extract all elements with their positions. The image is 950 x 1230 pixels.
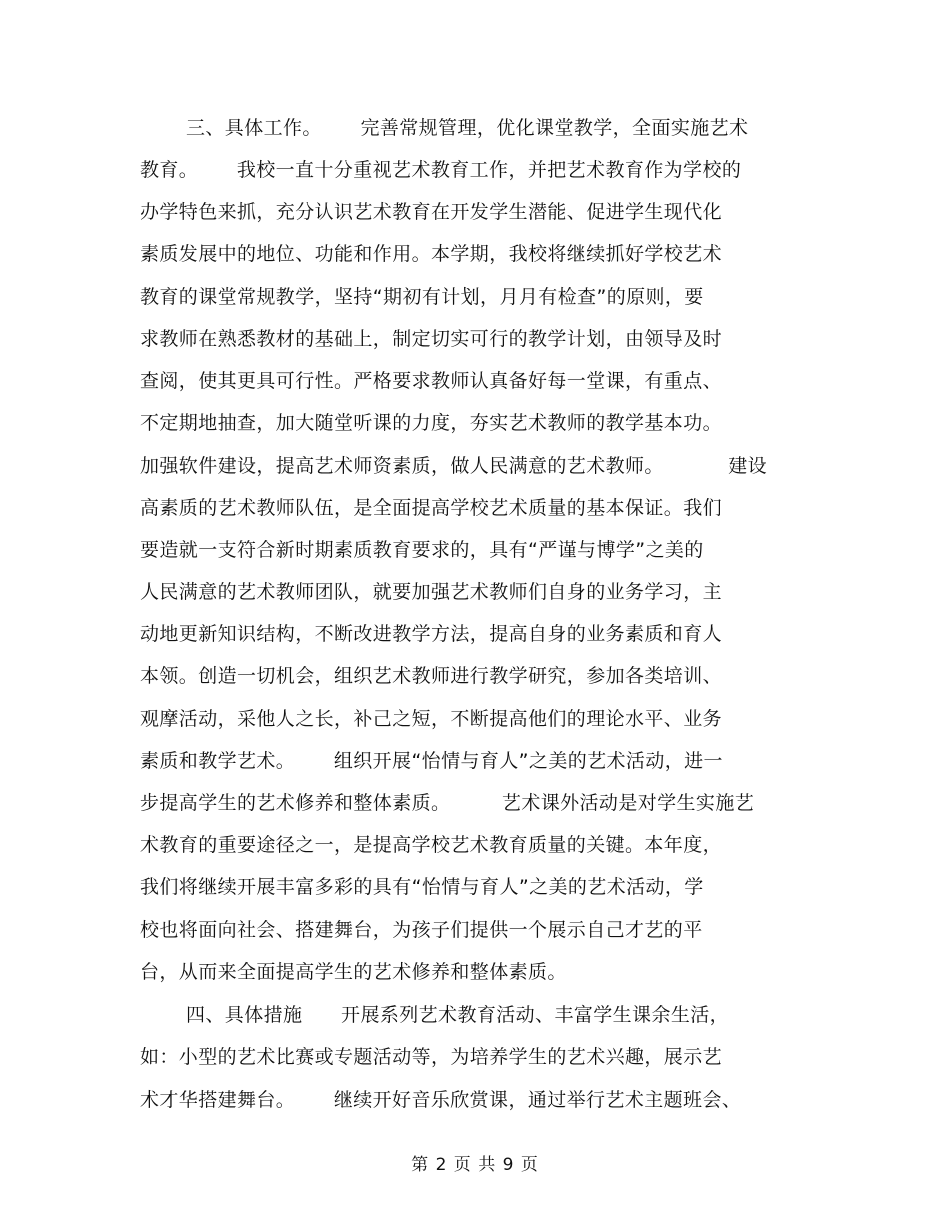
paragraph-line: 术教育的重要途径之一，是提高学校艺术教育质量的关键。本年度，: [140, 834, 723, 856]
paragraph-line: 人民满意的艺术教师团队，就要加强艺术教师们自身的业务学习，主: [140, 581, 723, 603]
paragraph-line: 查阅，使其更具可行性。严格要求教师认真备好每一堂课，有重点、: [140, 370, 723, 392]
paragraph-line: 术才华搭建舞台。 继续开好音乐欣赏课，通过举行艺术主题班会、: [140, 1089, 742, 1111]
paragraph-line: 校也将面向社会、搭建舞台，为孩子们提供一个展示自己才艺的平: [140, 919, 703, 941]
paragraph-line: 办学特色来抓，充分认识艺术教育在开发学生潜能、促进学生现代化: [140, 201, 723, 223]
paragraph-line: 观摩活动，采他人之长，补己之短，不断提高他们的理论水平、业务: [140, 708, 723, 730]
paragraph-line: 加强软件建设，提高艺术师资素质，做人民满意的艺术教师。 建设: [140, 455, 767, 477]
paragraph-line: 要造就一支符合新时期素质教育要求的，具有“严谨与博学”之美的: [140, 539, 704, 561]
paragraph-line: 素质发展中的地位、功能和作用。本学期，我校将继续抓好学校艺术: [140, 243, 723, 265]
paragraph-line: 本领。创造一切机会，组织艺术教师进行教学研究，参加各类培训、: [140, 665, 723, 687]
paragraph-line: 高素质的艺术教师队伍，是全面提高学校艺术质量的基本保证。我们: [140, 497, 723, 519]
paragraph-line: 不定期地抽查，加大随堂听课的力度，夯实艺术教师的教学基本功。: [140, 412, 723, 434]
paragraph-line: 教育。 我校一直十分重视艺术教育工作，并把艺术教育作为学校的: [140, 159, 742, 181]
paragraph-line: 教育的课堂常规教学，坚持“期初有计划，月月有检查”的原则，要: [140, 286, 704, 308]
paragraph-line: 求教师在熟悉教材的基础上，制定切实可行的教学计划，由领导及时: [140, 328, 723, 350]
paragraph-line: 素质和教学艺术。 组织开展“怡情与育人”之美的艺术活动，进一: [140, 750, 723, 772]
paragraph-line: 步提高学生的艺术修养和整体素质。 艺术课外活动是对学生实施艺: [140, 792, 755, 814]
paragraph-line: 台，从而来全面提高学生的艺术修养和整体素质。: [140, 961, 567, 983]
paragraph-line: 我们将继续开展丰富多彩的具有“怡情与育人”之美的艺术活动，学: [140, 876, 704, 898]
page-number-footer: 第 2 页 共 9 页: [411, 1155, 539, 1175]
paragraph-line: 三、具体工作。 完善常规管理，优化课堂教学，全面实施艺术: [186, 117, 749, 139]
paragraph-line: 动地更新知识结构，不断改进教学方法，提高自身的业务素质和育人: [140, 623, 723, 645]
paragraph-line: 四、具体措施 开展系列艺术教育活动、丰富学生课余生活，: [186, 1004, 730, 1026]
paragraph-line: 如：小型的艺术比赛或专题活动等，为培养学生的艺术兴趣，展示艺: [140, 1046, 723, 1068]
